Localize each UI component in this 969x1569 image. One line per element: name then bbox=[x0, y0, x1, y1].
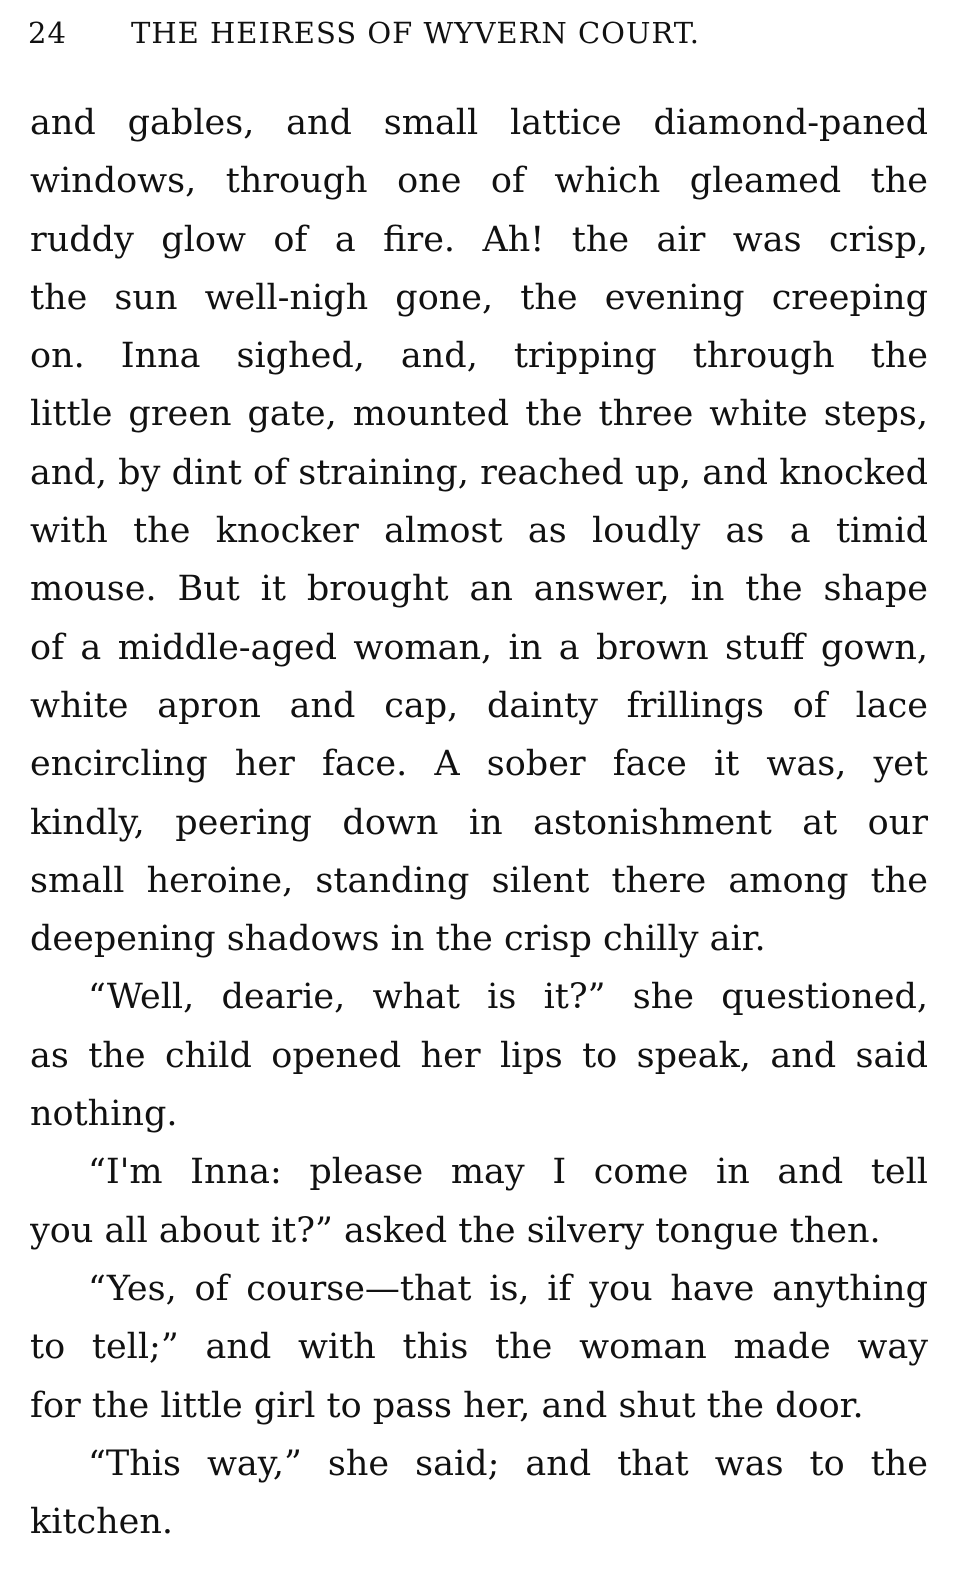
text-line: you all about it?” asked the silvery tongue then. bbox=[30, 1210, 881, 1251]
text-line: and, by dint of straining, reached up, and knocked bbox=[30, 452, 928, 493]
text-line: little green gate, mounted the three white steps, bbox=[30, 394, 928, 435]
text-line: kitchen. bbox=[30, 1502, 173, 1543]
running-title: THE HEIRESS OF WYVERN COURT. bbox=[131, 16, 701, 50]
text-line: of a middle-aged woman, in a brown stuff gown, bbox=[30, 627, 928, 668]
text-line: ruddy glow of a fire. Ah! the air was crisp, bbox=[30, 219, 928, 260]
text-line: on. Inna sighed, and, tripping through the bbox=[30, 336, 928, 377]
text-line: and gables, and small lattice diamond-paned bbox=[30, 103, 928, 143]
page-number: 24 bbox=[28, 16, 67, 50]
text-line: windows, through one of which gleamed the bbox=[30, 161, 928, 202]
text-line: “Well, dearie, what is it?” she questioned, bbox=[88, 977, 928, 1018]
text-line: to tell;” and with this the woman made way bbox=[30, 1327, 928, 1368]
text-line: white apron and cap, dainty frillings of lace bbox=[30, 685, 928, 726]
text-line: encircling her face. A sober face it was, yet bbox=[30, 744, 928, 785]
text-line: mouse. But it brought an answer, in the shape bbox=[30, 569, 928, 610]
text-line: “This way,” she said; and that was to the bbox=[88, 1443, 928, 1484]
text-line: with the knocker almost as loudly as a timid bbox=[30, 511, 928, 552]
text-line: the sun well-nigh gone, the evening creeping bbox=[30, 277, 928, 318]
text-line: nothing. bbox=[30, 1094, 178, 1135]
body-text bbox=[30, 94, 928, 1551]
page-header bbox=[28, 16, 928, 56]
text-line: as the child opened her lips to speak, and said bbox=[30, 1035, 928, 1076]
text-line: kindly, peering down in astonishment at our bbox=[30, 802, 928, 843]
text-line: for the little girl to pass her, and shut the door. bbox=[30, 1385, 864, 1426]
text-line: “Yes, of course—that is, if you have anything bbox=[88, 1268, 928, 1309]
text-line: small heroine, standing silent there among the bbox=[30, 860, 928, 901]
text-line: “I'm Inna: please may I come in and tell bbox=[88, 1152, 928, 1193]
text-line: deepening shadows in the crisp chilly air. bbox=[30, 919, 766, 960]
